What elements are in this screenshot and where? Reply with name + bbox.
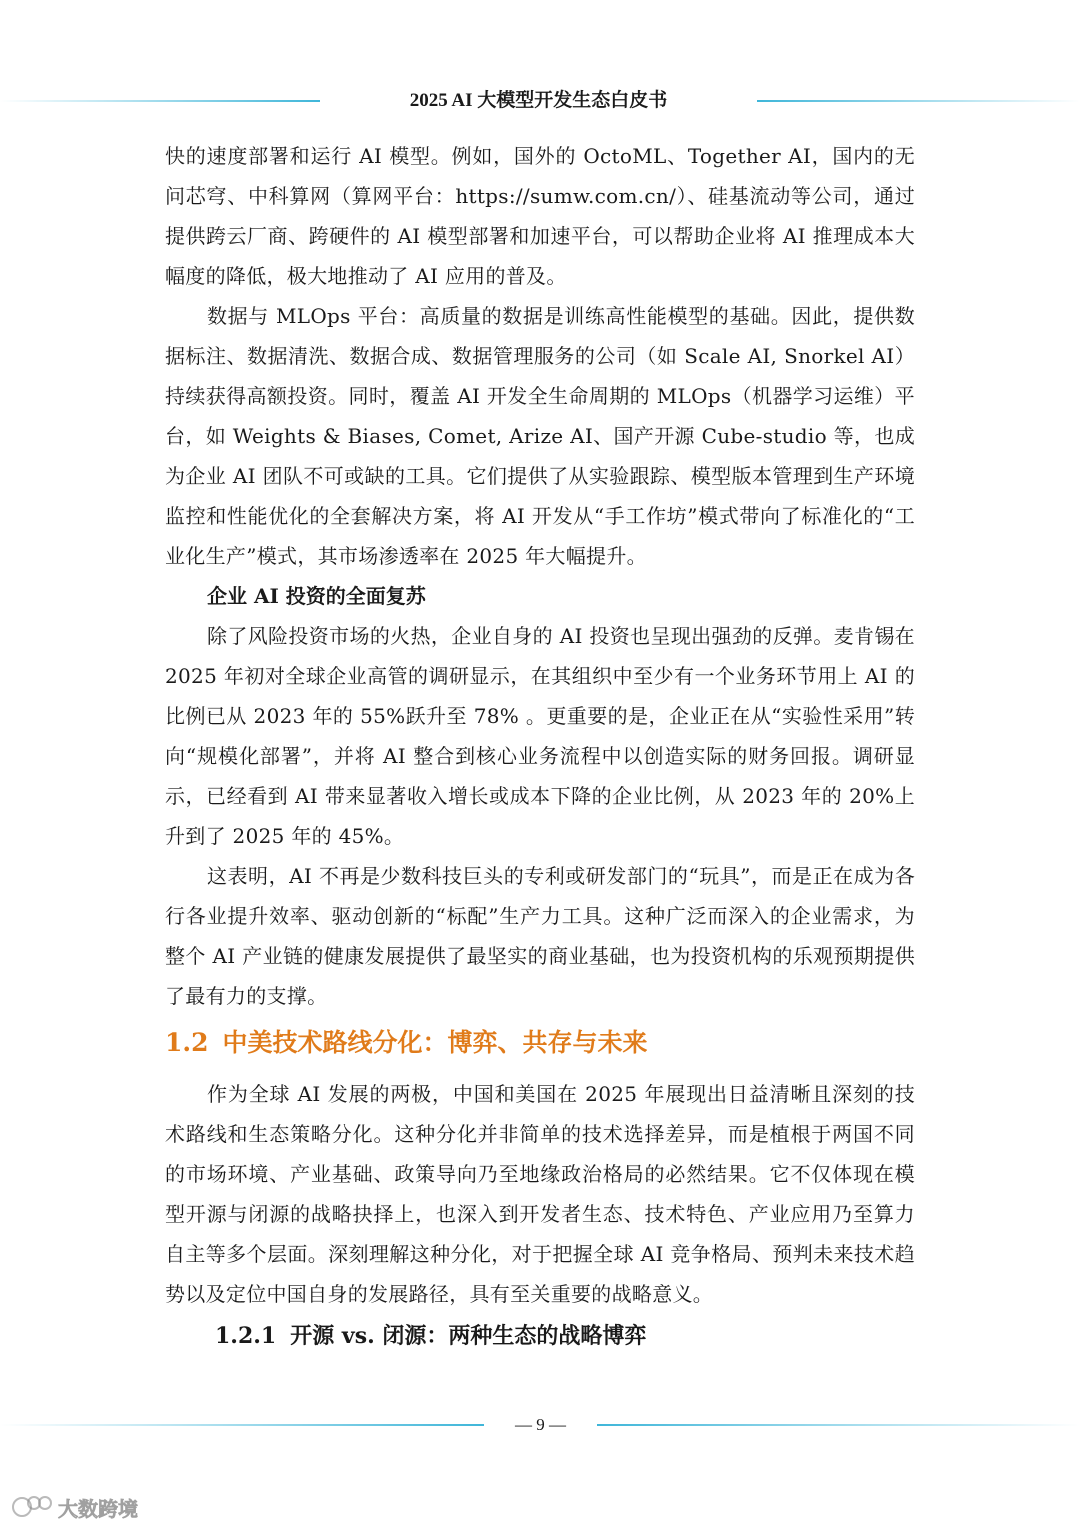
watermark bbox=[12, 1490, 152, 1524]
header-rule-left bbox=[0, 100, 320, 102]
paragraph-enterprise-rebound: 除了风险投资市场的火热，企业自身的 AI 投资也呈现出强劲的反弹。麦肯锡在 2025 年初对全球企业高管的调研显示，在其组织中至少有一个业务环节用上 AI 的比例已从 2023 年的 55%跃升至 78% 。更重要的是，企业正在从“实验性采用”转向“规模化部署”，并将 AI 整合到核心业务流程中以创造实际的财务回报。调研显示，已经看到 AI 带来显著收入增长或成本下降的企业比例，从 2023 年的 20%上升到了 2025 年的 45%。 bbox=[165, 624, 915, 848]
section-number: 1.2 bbox=[165, 1028, 209, 1057]
paragraph-ai-standard-tool: 这表明，AI 不再是少数科技巨头的专利或研发部门的“玩具”，而是正在成为各行各业提升效率、驱动创新的“标配”生产力工具。这种广泛而深入的企业需求，为整个 AI 产业链的健康发展提供了最坚实的商业基础，也为投资机构的乐观预期提供了最有力的支撑。 bbox=[165, 864, 915, 1008]
paragraph-mlops-platforms: 数据与 MLOps 平台：高质量的数据是训练高性能模型的基础。因此，提供数据标注、数据清洗、数据合成、数据管理服务的公司（如 Scale AI, Snorkel AI）持续获得高额投资。同时，覆盖 AI 开发全生命周期的 MLOps（机器学习运维）平台，如 Weights & Biases, Comet, Arize AI、国产开源 Cube-studio 等，也成为企业 AI 团队不可或缺的工具。它们提供了从实验跟踪、模型版本管理到生产环境监控和性能优化的全套解决方案，将 AI 开发从“手工作坊”模式带向了标准化的“工业化生产”模式，其市场渗透率在 2025 年大幅提升。 bbox=[165, 304, 915, 568]
section-heading bbox=[165, 1020, 915, 1066]
page-number: — 9 — bbox=[515, 1415, 566, 1434]
subsection-heading bbox=[165, 1316, 915, 1356]
paragraph-deployment-platforms: 快的速度部署和运行 AI 模型。例如，国外的 OctoML、Together AI，国内的无问芯穹、中科算网（算网平台：https://sumw.com.cn/）、硅基流动等公司，通过提供跨云厂商、跨硬件的 AI 模型部署和加速平台，可以帮助企业将 AI 推理成本大幅度的降低，极大地推动了 AI 应用的普及。 bbox=[165, 144, 915, 288]
footer-rule-right bbox=[597, 1424, 1080, 1426]
header-rule-right bbox=[757, 100, 1080, 102]
watermark-logo-icon bbox=[12, 1494, 54, 1520]
page-body bbox=[165, 136, 915, 1356]
subsection-title: 开源 vs. 闭源：两种生态的战略博弈 bbox=[290, 1323, 647, 1349]
footer-rule-left bbox=[0, 1424, 484, 1426]
subheading-enterprise-investment: 企业 AI 投资的全面复苏 bbox=[207, 584, 426, 608]
section-title: 中美技术路线分化：博弈、共存与未来 bbox=[222, 1028, 648, 1057]
watermark-text: 大数跨境 bbox=[58, 1496, 138, 1521]
subsection-number: 1.2.1 bbox=[215, 1323, 277, 1349]
header-title: 2025 AI 大模型开发生态白皮书 bbox=[409, 90, 668, 111]
paragraph-china-us-divergence: 作为全球 AI 发展的两极，中国和美国在 2025 年展现出日益清晰且深刻的技术路线和生态策略分化。这种分化并非简单的技术选择差异，而是植根于两国不同的市场环境、产业基础、政策导向乃至地缘政治格局的必然结果。它不仅体现在模型开源与闭源的战略抉择上，也深入到开发者生态、技术特色、产业应用乃至算力自主等多个层面。深刻理解这种分化，对于把握全球 AI 竞争格局、预判未来技术趋势以及定位中国自身的发展路径，具有至关重要的战略意义。 bbox=[165, 1082, 915, 1306]
